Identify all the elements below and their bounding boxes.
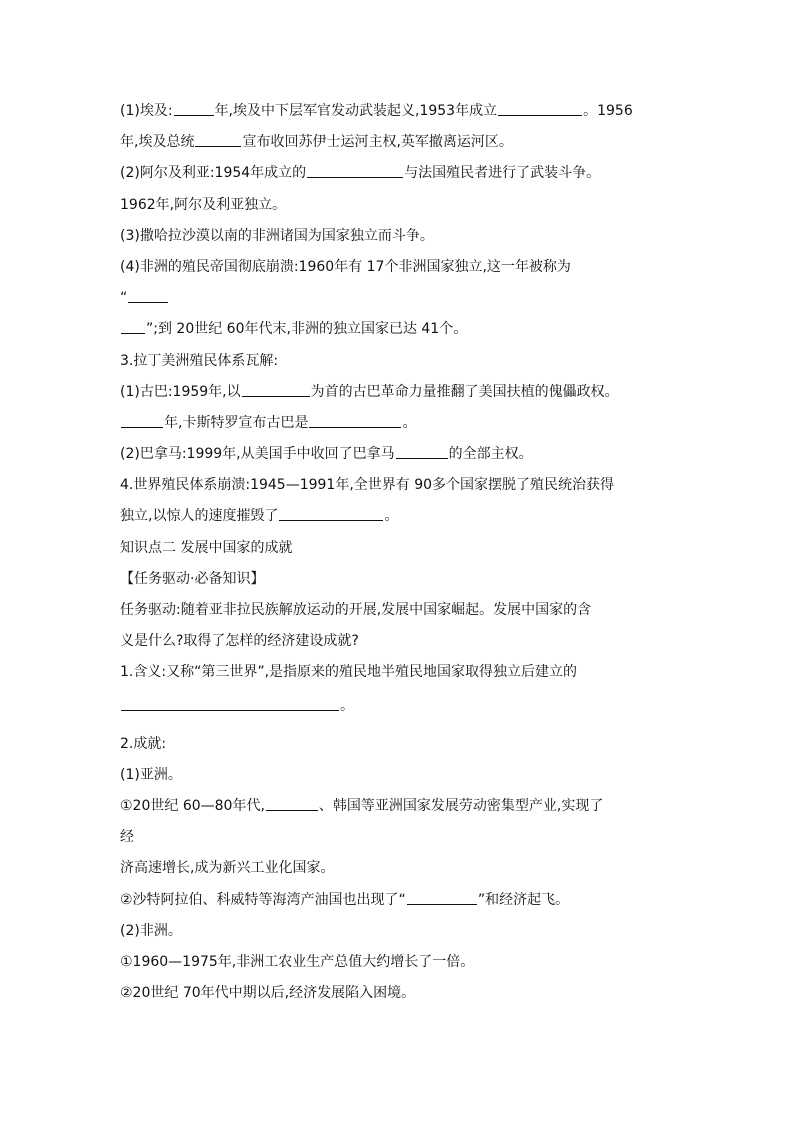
section-heading: 知识点二 发展中国家的成就 <box>120 539 293 556</box>
text-line: ”;到 20世纪 60年代末,非洲的独立国家已达 41个。 <box>120 314 680 345</box>
answer-blank[interactable] <box>307 163 403 178</box>
answer-blank[interactable] <box>407 890 477 905</box>
text-line: ②沙特阿拉伯、科威特等海湾产油国也出现了“ ”和经济起飞。 <box>120 891 570 908</box>
text-line: 4.世界殖民体系崩溃:1945—1991年,全世界有 90多个国家摆脱了殖民统治获得 <box>120 477 615 494</box>
text-line: (4)非洲的殖民帝国彻底崩溃:1960年有 17个非洲国家独立,这一年被称为 <box>120 258 571 275</box>
answer-blank[interactable] <box>242 382 310 397</box>
text-line: 独立,以惊人的速度摧毁了 。 <box>120 508 399 525</box>
answer-blank[interactable] <box>279 506 383 521</box>
text-line: 年,埃及总统 宣布收回苏伊士运河主权,英军撤离运河区。 <box>120 134 513 151</box>
text-line: 3.拉丁美洲殖民体系瓦解: <box>120 352 279 369</box>
answer-blank[interactable] <box>121 696 339 711</box>
answer-blank[interactable] <box>396 444 448 459</box>
answer-blank[interactable] <box>174 101 214 116</box>
text-line: 1962年,阿尔及利亚独立。 <box>120 196 287 213</box>
text-line: (1)亚洲。 <box>120 766 182 783</box>
answer-blank[interactable] <box>121 413 163 428</box>
section-subheading: 【任务驱动·必备知识】 <box>120 570 265 587</box>
text-line: ①1960—1975年,非洲工农业生产总值大约增长了一倍。 <box>120 953 475 970</box>
answer-blank[interactable] <box>195 132 241 147</box>
answer-blank[interactable] <box>498 101 582 116</box>
text-line: 任务驱动:随着亚非拉民族解放运动的开展,发展中国家崛起。发展中国家的含 <box>120 602 592 618</box>
answer-blank[interactable] <box>266 796 318 811</box>
text-line: 年,卡斯特罗宣布古巴是 。 <box>120 408 680 439</box>
text-line: ②20世纪 70年代中期以后,经济发展陷入困境。 <box>120 985 416 1002</box>
text-line: (2)非洲。 <box>120 922 182 939</box>
text-line: (2)阿尔及利亚:1954年成立的 与法国殖民者进行了武装斗争。 <box>120 165 601 182</box>
answer-blank[interactable] <box>309 413 401 428</box>
text-line: (2)巴拿马:1999年,从美国手中收回了巴拿马 的全部主权。 <box>120 446 533 463</box>
text-line: 1.含义:又称“第三世界”,是指原来的殖民地半殖民地国家取得独立后建立的 <box>120 664 578 681</box>
document-content <box>120 96 680 1009</box>
answer-blank[interactable] <box>128 288 168 303</box>
text-line: (1)埃及: 年,埃及中下层军官发动武装起义,1953年成立 。1956 <box>120 103 633 119</box>
answer-blank[interactable] <box>121 319 145 334</box>
text-line: 义是什么?取得了怎样的经济建设成就? <box>120 633 359 650</box>
text-line: “ <box>120 283 680 314</box>
text-line: 。 <box>120 689 680 723</box>
text-line: ①20世纪 60—80年代, 、韩国等亚洲国家发展劳动密集型产业,实现了 <box>120 797 604 814</box>
text-line: 2.成就: <box>120 735 167 752</box>
text-line: (1)古巴:1959年,以 为首的古巴革命力量推翻了美国扶植的傀儡政权。 <box>120 383 619 400</box>
text-line: 济高速增长,成为新兴工业化国家。 <box>120 860 335 877</box>
text-line: (3)撒哈拉沙漠以南的非洲诸国为国家独立而斗争。 <box>120 227 434 244</box>
text-line: 经 <box>120 829 134 846</box>
